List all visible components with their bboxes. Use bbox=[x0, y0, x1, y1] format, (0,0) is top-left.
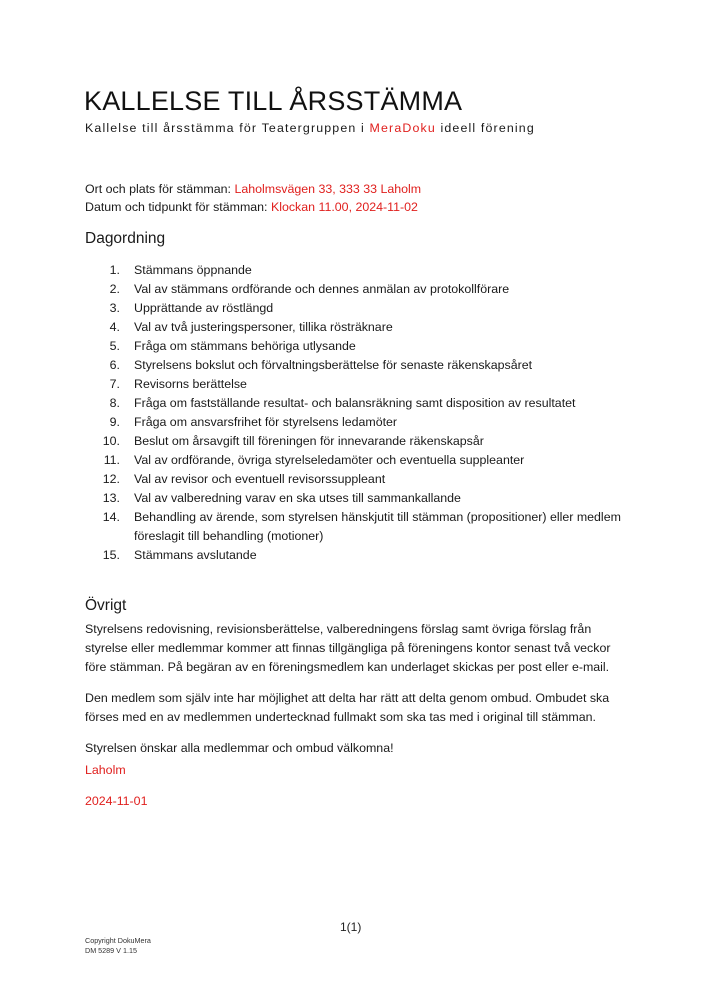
other-section bbox=[85, 620, 625, 770]
agenda-item-text: Beslut om årsavgift till föreningen för innevarande räkenskapsår bbox=[134, 434, 484, 448]
agenda-item-spacer bbox=[120, 280, 134, 299]
meeting-time-label: Datum och tidpunkt för stämman: bbox=[85, 200, 271, 214]
agenda-item-spacer bbox=[120, 470, 134, 489]
agenda-item-spacer bbox=[120, 413, 134, 432]
footer-version: DM 5289 V 1.15 bbox=[85, 946, 137, 955]
agenda-item bbox=[96, 375, 656, 394]
agenda-item bbox=[96, 508, 656, 546]
agenda-item-number: 10. bbox=[102, 434, 120, 448]
document-subtitle bbox=[85, 121, 535, 135]
agenda-item-spacer bbox=[120, 432, 134, 451]
agenda-item-number: 15. bbox=[102, 548, 120, 562]
agenda-item-number: 6. bbox=[109, 358, 120, 372]
agenda-item-number: 8. bbox=[109, 396, 120, 410]
agenda-item-text: Val av valberedning varav en ska utses till sammankallande bbox=[134, 491, 461, 505]
agenda-item-number: 1. bbox=[109, 263, 120, 277]
agenda-item bbox=[96, 413, 656, 432]
agenda-item-text: Val av ordförande, övriga styrelseledamöter och eventuella suppleanter bbox=[134, 453, 525, 467]
meeting-time-value: Klockan 11.00, 2024-11-02 bbox=[270, 200, 418, 214]
agenda-item-text: Styrelsens bokslut och förvaltningsberättelse för senaste räkenskapsåret bbox=[134, 358, 533, 372]
agenda-item-spacer bbox=[120, 356, 134, 375]
agenda-item-spacer bbox=[120, 261, 134, 280]
agenda-item bbox=[96, 356, 656, 375]
document-title: KALLELSE TILL ÅRSSTÄMMA bbox=[84, 86, 463, 116]
agenda-item bbox=[96, 318, 656, 337]
agenda-item-spacer bbox=[120, 299, 134, 318]
meeting-place-label: Ort och plats för stämman: bbox=[85, 182, 235, 196]
agenda-item bbox=[96, 299, 656, 318]
agenda-item-spacer bbox=[120, 337, 134, 356]
agenda-item-number: 12. bbox=[102, 472, 120, 486]
subtitle-prefix: Kallelse till årsstämma för Teatergruppen i bbox=[85, 121, 370, 135]
agenda-item bbox=[96, 432, 656, 451]
other-heading: Övrigt bbox=[85, 597, 127, 614]
agenda-item-spacer bbox=[120, 318, 134, 337]
agenda-item bbox=[96, 261, 656, 280]
agenda-item bbox=[96, 546, 656, 565]
agenda-item bbox=[96, 394, 656, 413]
agenda-item-number: 2. bbox=[109, 282, 120, 296]
meeting-place-line bbox=[85, 180, 421, 198]
agenda-item-number: 3. bbox=[109, 301, 120, 315]
agenda-item-spacer bbox=[120, 489, 134, 508]
agenda-item-spacer bbox=[120, 375, 134, 394]
agenda-item-text: Revisorns berättelse bbox=[134, 377, 247, 391]
other-paragraph-documents: Styrelsens redovisning, revisionsberättelse, valberedningens förslag samt övriga förslag från styrelse eller medlemmar kommer att finnas tillgängliga på föreningens kontor senast två veckor före stämman. På begäran av en föreningsmedlem kan underlaget skickas per post eller e-mail. bbox=[85, 622, 611, 674]
meeting-place-value: Laholmsvägen 33, 333 33 Laholm bbox=[234, 182, 422, 196]
agenda-item bbox=[96, 470, 656, 489]
agenda-item-number: 11. bbox=[103, 453, 120, 467]
agenda-item-text: Val av stämmans ordförande och dennes anmälan av protokollförare bbox=[134, 282, 510, 296]
other-paragraph-welcome: Styrelsen önskar alla medlemmar och ombud välkomna! bbox=[85, 741, 394, 755]
agenda-item-spacer bbox=[120, 508, 134, 546]
other-paragraph-proxy: Den medlem som själv inte har möjlighet att delta har rätt att delta genom ombud. Ombudet ska förses med en av medlemmen undertecknad fullmakt som ska tas med i original till stämman. bbox=[85, 691, 610, 724]
agenda-item bbox=[96, 489, 656, 508]
subtitle-suffix: ideell förening bbox=[435, 121, 535, 135]
agenda-item-text: Stämmans öppnande bbox=[134, 263, 252, 277]
agenda-item bbox=[96, 337, 656, 356]
agenda-item-number: 4. bbox=[109, 320, 120, 334]
agenda-item-text: Fråga om ansvarsfrihet för styrelsens ledamöter bbox=[134, 415, 398, 429]
agenda-item-text: Val av två justeringspersoner, tillika rösträknare bbox=[134, 320, 393, 334]
agenda-item bbox=[96, 280, 656, 299]
agenda-item-number: 14. bbox=[102, 510, 120, 524]
agenda-item-text: Fråga om stämmans behöriga utlysande bbox=[134, 339, 356, 353]
agenda-item bbox=[96, 451, 656, 470]
signature-date: 2024-11-01 bbox=[85, 794, 148, 808]
agenda-item-text: Fråga om fastställande resultat- och balansräkning samt disposition av resultatet bbox=[134, 396, 576, 410]
agenda-item-number: 5. bbox=[109, 339, 120, 353]
agenda-item-text: Upprättande av röstlängd bbox=[134, 301, 274, 315]
agenda-item-number: 9. bbox=[109, 415, 120, 429]
signature-place: Laholm bbox=[85, 763, 126, 777]
agenda-item-spacer bbox=[120, 451, 134, 470]
agenda-item-spacer bbox=[120, 546, 134, 565]
agenda-heading: Dagordning bbox=[85, 230, 166, 247]
footer bbox=[85, 936, 151, 956]
meeting-info bbox=[85, 180, 421, 216]
agenda-item-text: Stämmans avslutande bbox=[134, 548, 257, 562]
agenda-item-text: Val av revisor och eventuell revisorssuppleant bbox=[134, 472, 386, 486]
meeting-time-line bbox=[85, 198, 421, 216]
subtitle-organization-name: MeraDoku bbox=[369, 121, 436, 135]
agenda-item-text: Behandling av ärende, som styrelsen hänskjutit till stämman (propositioner) eller medlem föreslagit till behandling (motioner) bbox=[134, 510, 621, 543]
footer-copyright: Copyright DokuMera bbox=[85, 936, 151, 945]
page-number: 1(1) bbox=[340, 920, 362, 934]
agenda-item-number: 13. bbox=[102, 491, 120, 505]
agenda-list bbox=[96, 261, 656, 565]
agenda-item-spacer bbox=[120, 394, 134, 413]
agenda-item-number: 7. bbox=[109, 377, 120, 391]
